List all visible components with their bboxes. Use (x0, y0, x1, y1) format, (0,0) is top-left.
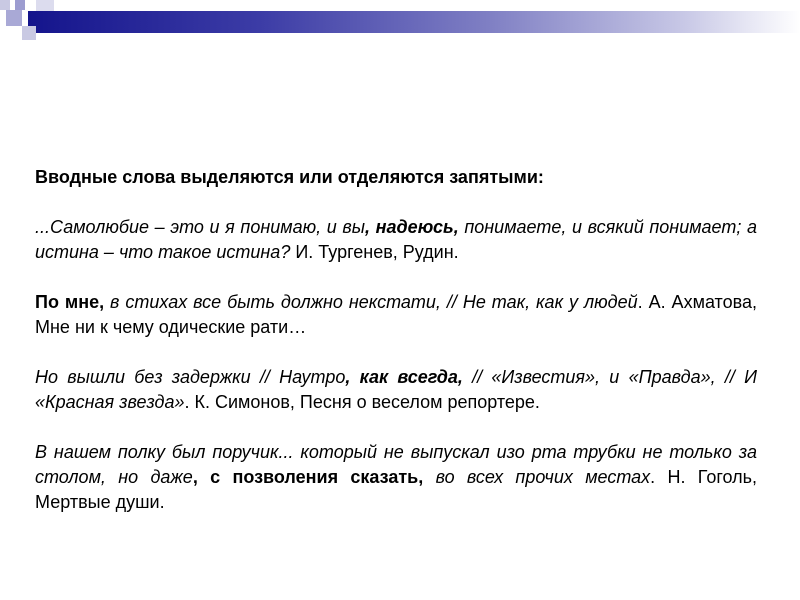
slide-heading: Вводные слова выделяются или отделяются запятыми: (35, 167, 544, 187)
text-run: , как всегда, (345, 367, 463, 387)
text-run: . К. Симонов, Песня о веселом репортере. (184, 392, 540, 412)
example-paragraph (35, 440, 757, 515)
slide-content (35, 165, 757, 515)
example-paragraph (35, 365, 757, 415)
decorative-square (22, 26, 36, 40)
text-run: , надеюсь, (365, 217, 459, 237)
decorative-square (15, 0, 25, 10)
text-run: // «Известия», и «Правда», // И «Красная звезда» (35, 367, 757, 412)
text-run: понимаете, и всякий понимает; а истина – что такое истина? (35, 217, 757, 262)
example-paragraph (35, 215, 757, 265)
decorative-square (36, 0, 54, 11)
text-run: В нашем полку был поручик... который не выпускал изо рта трубки не только за столом, но даже (35, 442, 757, 487)
text-run: во всех прочих местах (423, 467, 651, 487)
text-run: И. Тургенев, Рудин. (290, 242, 459, 262)
text-run: По мне, (35, 292, 105, 312)
example-paragraph (35, 290, 757, 340)
text-run: . Н. Гоголь, Мертвые души. (35, 467, 758, 512)
text-run: ...Самолюбие – это и я понимаю, и вы (35, 217, 366, 237)
text-run: . А. Ахматова, Мне ни к чему одические рати… (35, 292, 757, 337)
text-run: , с позволения сказать, (192, 467, 424, 487)
header-gradient-bar (28, 11, 800, 33)
text-run: Но вышли без задержки // Наутро (35, 367, 346, 387)
decorative-square (0, 0, 10, 10)
decorative-square (6, 10, 22, 26)
text-run: в стихах все быть должно некстати, // Не так, как у людей (104, 292, 638, 312)
